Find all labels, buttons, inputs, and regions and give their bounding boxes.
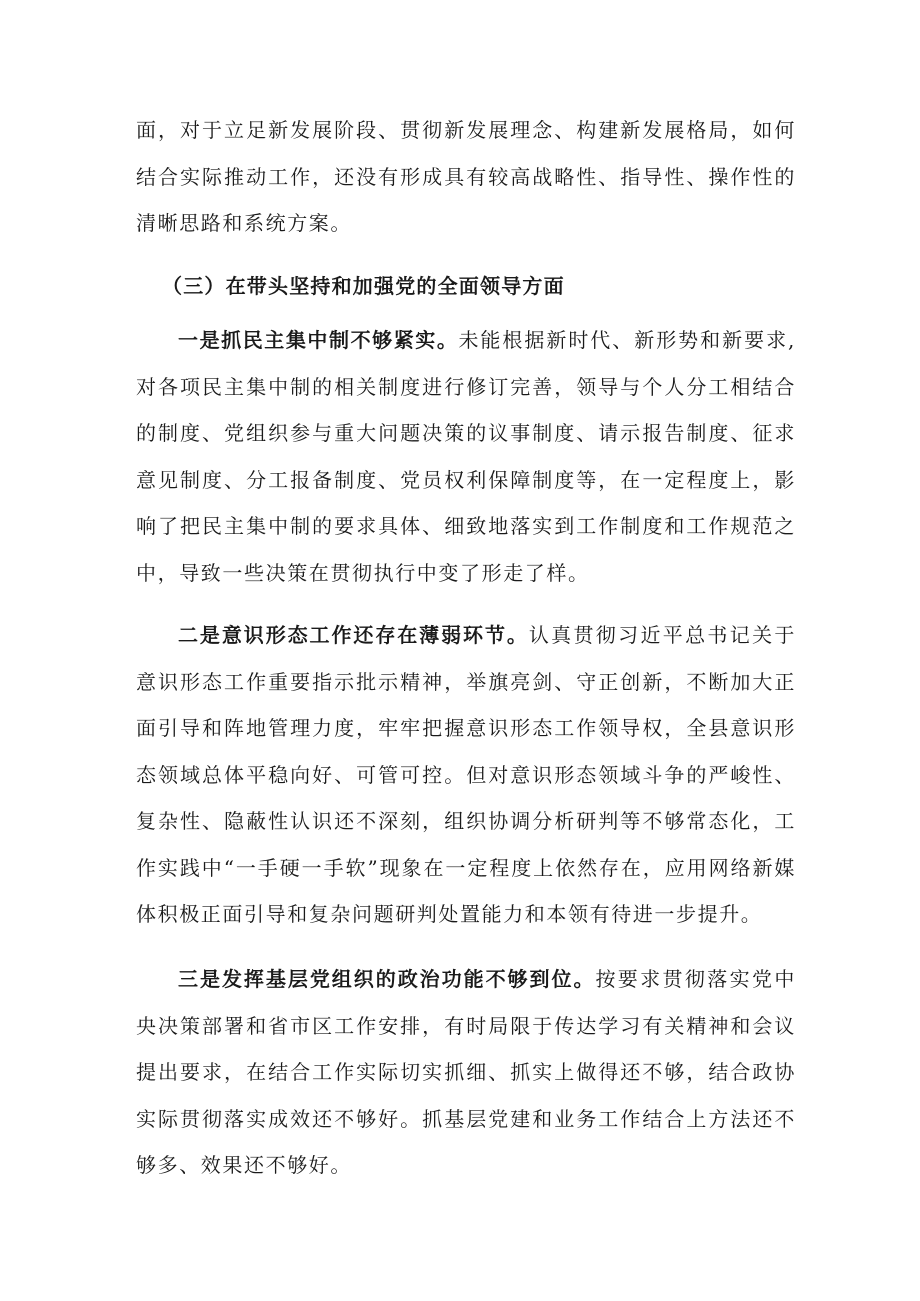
item-1-body: 未能根据新时代、新形势和新要求,对各项民主集中制的相关制度进行修订完善，领导与个人分工相结合的制度、党组织参与重大问题决策的议事制度、请示报告制度、征求意见制度、分工报备制度、党员权利保障制度等，在一定程度上，影响了把民主集中制的要求具体、细致地落实到工作制度和工作规范之中，导致一些决策在贯彻执行中变了形走了样。: [136, 328, 796, 585]
item-2-body: 认真贯彻习近平总书记关于意识形态工作重要指示批示精神，举旗亮剑、守正创新，不断加大正面引导和阵地管理力度，牢牢把握意识形态工作领导权，全县意识形态领域总体平稳向好、可管可控。但对意识形态领域斗争的严峻性、复杂性、隐蔽性认识还不深刻，组织协调分析研判等不够常态化，工作实践中“一手硬一手软”现象在一定程度上依然存在，应用网络新媒体积极正面引导和复杂问题研判处置能力和本领有待进一步提升。: [136, 623, 796, 926]
paragraph-continuation: [136, 107, 796, 247]
item-3-body: 按要求贯彻落实党中央决策部署和省市区工作安排，有时局限于传达学习有关精神和会议提出要求，在结合工作实际切实抓细、抓实上做得还不够，结合政协实际贯彻落实成效还不够好。抓基层党建和业务工作结合上方法还不够多、效果还不够好。: [136, 967, 796, 1177]
paragraph-item-1-text: [136, 317, 796, 596]
paragraph-item-2-text: [136, 612, 796, 938]
item-3-lead: 三是发挥基层党组织的政治功能不够到位。: [178, 967, 596, 991]
paragraph-item-1: [136, 317, 796, 596]
item-1-lead: 一是抓民主集中制不够紧实。: [178, 328, 459, 352]
section-heading: （三）在带头坚持和加强党的全面领导方面: [162, 274, 565, 298]
item-2-lead: 二是意识形态工作还存在薄弱环节。: [178, 623, 529, 647]
paragraph-continuation-text: 面，对于立足新发展阶段、贯彻新发展理念、构建新发展格局，如何结合实际推动工作，还没有形成具有较高战略性、指导性、操作性的清晰思路和系统方案。: [136, 118, 796, 235]
paragraph-item-3: [136, 956, 796, 1189]
section-heading-block: [136, 263, 796, 310]
paragraph-item-3-text: [136, 956, 796, 1189]
paragraph-item-2: [136, 612, 796, 938]
